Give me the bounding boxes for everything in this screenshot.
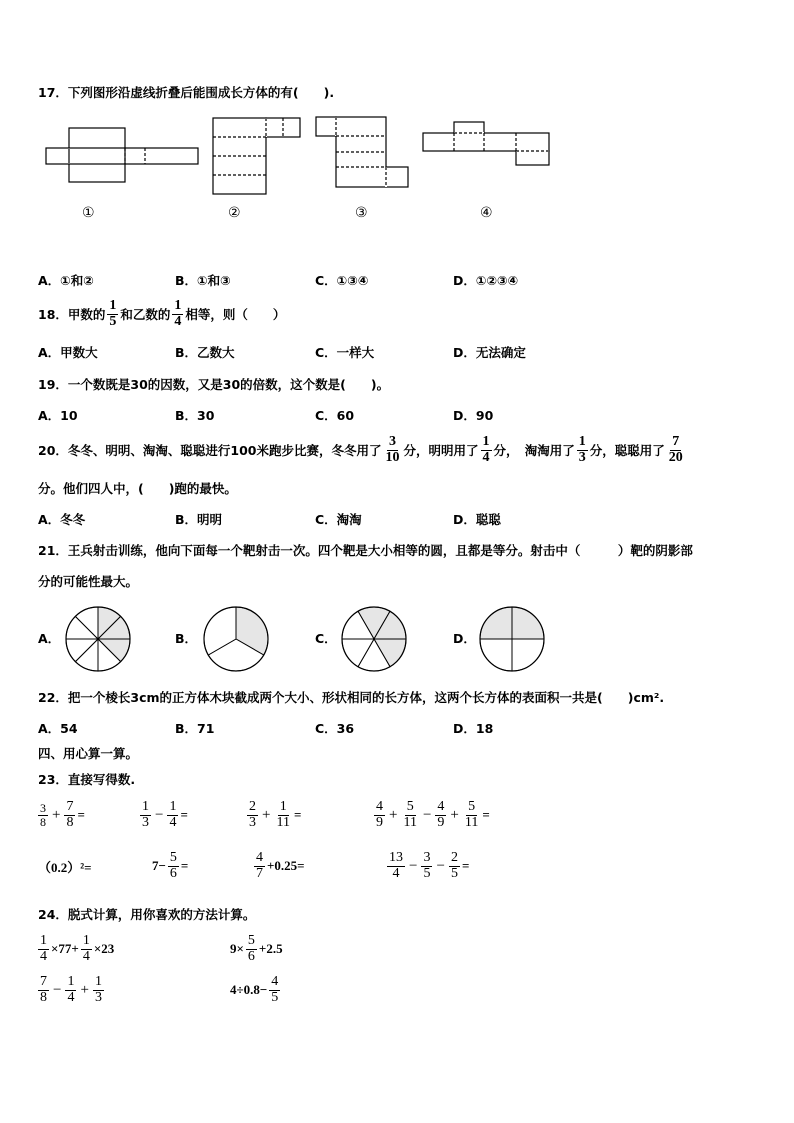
q18-text: 18．甲数的 $\frac{1}{5}$ 和乙数的 $\frac{1}{4}$ 相等，则（ ） — [38, 297, 286, 329]
q22-option-b[interactable]: B．71 — [175, 721, 215, 736]
q23-expr-4: $\frac{4}{9}$ + $\frac{5}{11}$ − $\frac{4}{9}$ + $\frac{5}{11}$ = — [376, 798, 490, 830]
q20-text: 20．冬冬、明明、淘淘、聪聪进行100米跑步比赛，冬冬用了 $\frac{3}{10}$ 分，明明用了 $\frac{1}{4}$ 分， 淘淘用了 $\frac{1}{3}$ 分，聪聪用了 $\frac{7}{20}$ — [38, 433, 683, 465]
q23-expr-2: $\frac{1}{3}$ − $\frac{1}{4}$ = — [142, 798, 188, 830]
q23-expr-3: $\frac{2}{3}$ + $\frac{1}{11}$ = — [249, 798, 302, 830]
q23-expr-8: $\frac{13}{4}$ − $\frac{3}{5}$ − $\frac{2}{5}$ = — [389, 849, 470, 881]
q22-option-d[interactable]: D．18 — [453, 721, 494, 736]
q21-option-c[interactable]: C． — [315, 631, 337, 646]
net-figure-3 — [315, 115, 411, 189]
q23-expr-5: （0.2）²= — [38, 859, 92, 875]
figure-label-2: ② — [228, 205, 241, 221]
net-figure-2 — [212, 116, 304, 196]
q20-option-b[interactable]: B．明明 — [175, 512, 223, 527]
q21-line2: 分的可能性最大。 — [38, 574, 139, 589]
section-heading: 四、用心算一算。 — [38, 746, 139, 761]
q24-expr-3: $\frac{7}{8}$ − $\frac{1}{4}$ + $\frac{1}{3}$ — [40, 973, 102, 1005]
target-d[interactable] — [478, 605, 546, 673]
q23-expr-1: $\frac{3}{8}$ + $\frac{7}{8}$ = — [40, 798, 85, 830]
q21-option-d[interactable]: D． — [453, 631, 476, 646]
q19-option-b[interactable]: B．30 — [175, 408, 215, 423]
q22-option-c[interactable]: C．36 — [315, 721, 355, 736]
q24-expr-4: 4÷0.8− $\frac{4}{5}$ — [230, 973, 279, 1005]
q23-expr-6: 7− $\frac{5}{6}$ = — [152, 849, 189, 881]
target-a[interactable] — [64, 605, 132, 673]
q18-option-b[interactable]: B．乙数大 — [175, 345, 235, 360]
q23-title: 23．直接写得数. — [38, 772, 136, 787]
q24-title: 24．脱式计算，用你喜欢的方法计算。 — [38, 907, 256, 922]
net-figure-1 — [45, 128, 205, 184]
figure-label-4: ④ — [480, 205, 493, 221]
q21-option-a[interactable]: A． — [38, 631, 61, 646]
q19-option-d[interactable]: D．90 — [453, 408, 494, 423]
q19-option-a[interactable]: A．10 — [38, 408, 78, 423]
q18-option-a[interactable]: A．甲数大 — [38, 345, 98, 360]
q22-text: 22．把一个棱长3cm的正方体木块截成两个大小、形状相同的长方体，这两个长方体的表面积一共是( )cm². — [38, 690, 665, 705]
q24-expr-2: 9× $\frac{5}{6}$ +2.5 — [230, 932, 283, 964]
q20-option-c[interactable]: C．淘淘 — [315, 512, 362, 527]
q19-option-c[interactable]: C．60 — [315, 408, 355, 423]
q22-option-a[interactable]: A．54 — [38, 721, 78, 736]
q21-line1: 21．王兵射击训练，他向下面每一个靶射击一次。四个靶是大小相等的圆，且都是等分。射击中（ ）靶的阴影部 — [38, 543, 693, 558]
figure-label-1: ① — [82, 205, 95, 221]
target-b[interactable] — [202, 605, 270, 673]
q18-option-c[interactable]: C．一样大 — [315, 345, 375, 360]
figure-label-3: ③ — [355, 205, 368, 221]
q17-option-b[interactable]: B．①和③ — [175, 273, 231, 288]
q23-expr-7: $\frac{4}{7}$ +0.25= — [256, 849, 305, 881]
q17-option-d[interactable]: D．①②③④ — [453, 273, 519, 288]
target-c[interactable] — [340, 605, 408, 673]
q17-option-a[interactable]: A．①和② — [38, 273, 94, 288]
q20-option-a[interactable]: A．冬冬 — [38, 512, 86, 527]
q17-text: 17．下列图形沿虚线折叠后能围成长方体的有( ). — [38, 85, 335, 100]
q21-option-b[interactable]: B． — [175, 631, 198, 646]
q24-expr-1: $\frac{1}{4}$ ×77+ $\frac{1}{4}$ ×23 — [40, 932, 115, 964]
q20-line2: 分。他们四人中，( )跑的最快。 — [38, 481, 237, 496]
q18-option-d[interactable]: D．无法确定 — [453, 345, 526, 360]
q19-text: 19．一个数既是30的因数，又是30的倍数，这个数是( )。 — [38, 377, 390, 392]
q20-option-d[interactable]: D．聪聪 — [453, 512, 501, 527]
net-figure-4 — [422, 120, 552, 168]
q17-option-c[interactable]: C．①③④ — [315, 273, 369, 288]
